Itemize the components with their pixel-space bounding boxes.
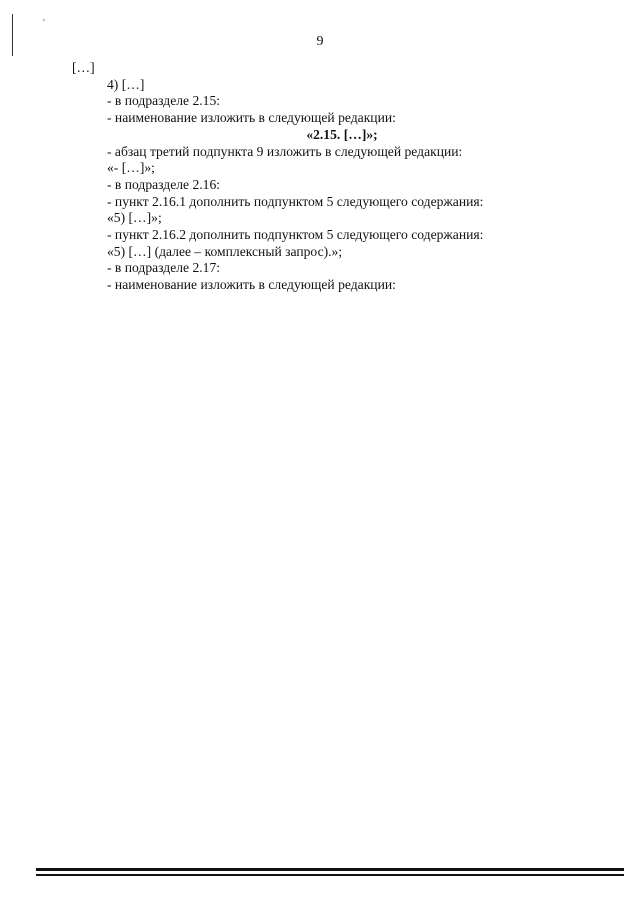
paragraph: - в подразделе 2.17: <box>107 260 221 276</box>
paragraph: 4) […] <box>107 76 145 92</box>
document-body <box>72 60 612 294</box>
paragraph: «5) […]»; <box>107 210 162 226</box>
section-heading: «2.15. […]»; <box>306 126 378 142</box>
footer-rule-thick <box>36 868 624 871</box>
paragraph: - в подразделе 2.16: <box>107 176 221 192</box>
paragraph: - в подразделе 2.15: <box>107 93 221 109</box>
margin-dot: ' <box>43 18 45 29</box>
paragraph: […] <box>72 60 95 75</box>
paragraph: - наименование изложить в следующей редакции: <box>107 277 396 293</box>
footer-rule-thin <box>36 874 624 876</box>
paragraph: - наименование изложить в следующей редакции: <box>107 110 396 126</box>
paragraph: «- […]»; <box>107 160 155 176</box>
paragraph: «5) […] (далее – комплексный запрос).»; <box>107 243 343 259</box>
paragraph: - пункт 2.16.2 дополнить подпунктом 5 следующего содержания: <box>107 227 484 243</box>
page-number: 9 <box>316 34 324 49</box>
paragraph: - пункт 2.16.1 дополнить подпунктом 5 следующего содержания: <box>107 193 484 209</box>
paragraph: - абзац третий подпункта 9 изложить в следующей редакции: <box>107 143 463 159</box>
